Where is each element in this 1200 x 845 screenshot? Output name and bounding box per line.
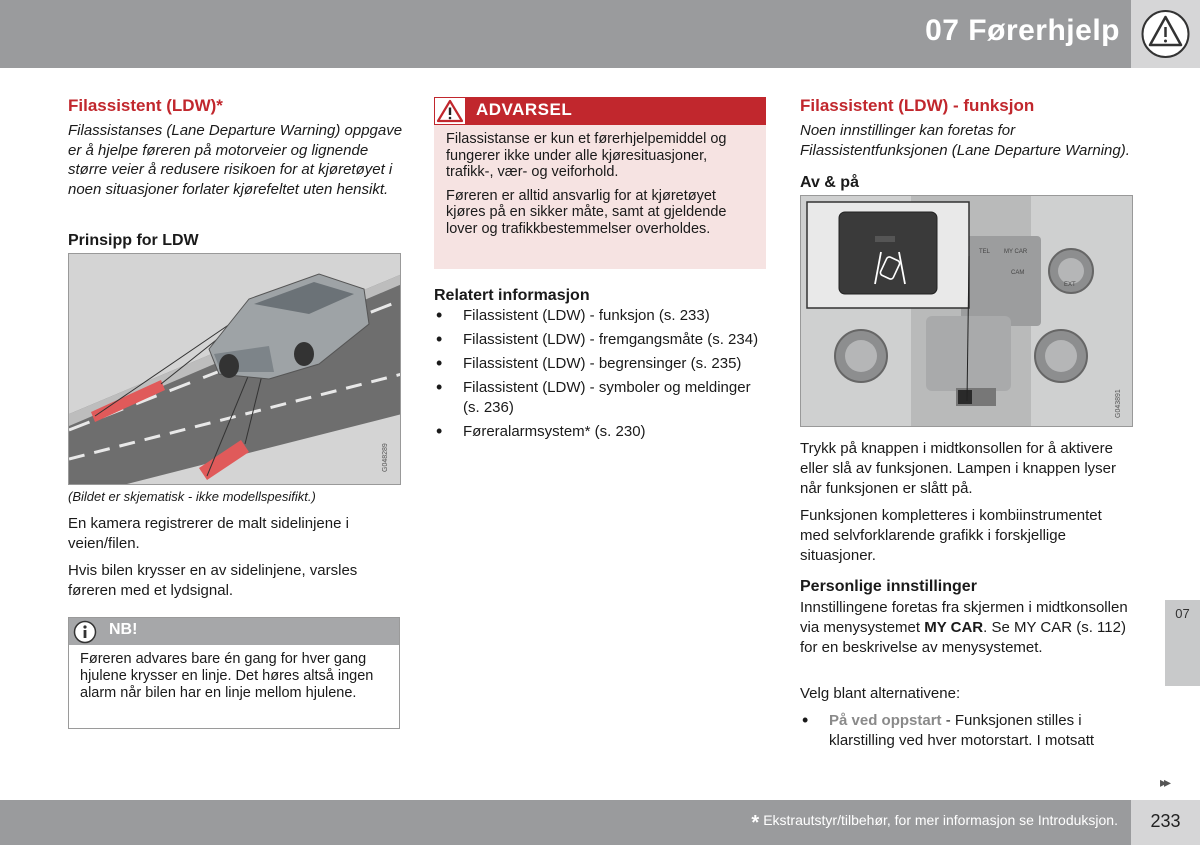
warning-paragraph-2: Føreren er alltid ansvarlig for at kjøretøyet kjøres på en sikker måte, samt at gjeldende lover og trafikkbestemmelser overholdes. (446, 187, 727, 237)
option-name: På ved oppstart (829, 712, 942, 729)
note-text: Føreren advares bare én gang for hver gang hjulene krysser en linje. Det høres altså ingen alarm når bilen har en linje mellom hjulene. (80, 651, 374, 701)
warning-paragraph-1: Filassistanse er kun et førerhjelpemiddel og fungerer ikke under alle kjøresituasjoner, trafikk-, vær- og veiforhold. (446, 131, 727, 180)
related-link-5[interactable]: • Føreralarmsystem* (s. 230) (434, 422, 764, 442)
my-car-term: MY CAR (924, 619, 984, 636)
footer-note-text: Ekstrautstyr/tilbehør, for mer informasjon se Introduksjon. (763, 812, 1118, 828)
related-link-2[interactable]: • Filassistent (LDW) - fremgangsmåte (s. 234) (434, 330, 764, 350)
paragraph-settings (800, 598, 1130, 658)
warning-triangle-icon (435, 98, 465, 124)
warning-text (446, 131, 752, 237)
figure-caption: (Bildet er skjematisk - ikke modellspesifikt.) (68, 489, 316, 504)
console-label-mycar: MY CAR (1004, 249, 1028, 255)
settings-text-c: . Se MY CAR (s. 112) for en beskrivelse av menysystemet. (800, 619, 1126, 656)
subtitle-principle: Prinsipp for LDW (68, 232, 199, 249)
paragraph-choose: Velg blant alternativene: (800, 685, 961, 702)
warning-icon-box (434, 97, 466, 125)
section-title-function: Filassistent (LDW) - funksjon (800, 96, 1035, 115)
page-number: 233 (1131, 800, 1200, 845)
related-link-4[interactable]: • Filassistent (LDW) - symboler og meldinger (s. 236) (434, 378, 764, 417)
chapter-title: 07 Førerhjelp (925, 14, 1120, 47)
related-title: Relatert informasjon (434, 287, 590, 304)
header-icon-box (1131, 0, 1200, 68)
options-list (800, 711, 1115, 755)
footer-note (751, 812, 1118, 835)
option-on-at-start (800, 711, 1115, 750)
paragraph-signal: Hvis bilen krysser en av sidelinjene, varsles føreren med et lydsignal. (68, 562, 358, 599)
figure-code-2: G043891 (1115, 389, 1122, 418)
chapter-side-tab: 07 (1165, 600, 1200, 686)
related-list (434, 306, 764, 446)
settings-text-a: Innstillingene foretas fra skjermen i midtkonsollen via menysystemet (800, 599, 1128, 636)
intro-text: Filassistanses (Lane Departure Warning) oppgave er å hjelpe føreren på motorveier og lignende større veier å redusere risikoen for at kjøretøyet i noen situasjoner forlater kjørefeltet uten hensikt. (68, 122, 403, 198)
console-label-cam: CAM (1011, 270, 1025, 276)
console-label-ext: EXT (1064, 282, 1076, 288)
subtitle-on-off: Av & på (800, 174, 859, 191)
ldw-principle-illustration (68, 253, 401, 485)
warning-label: ADVARSEL (476, 100, 573, 119)
paragraph-camera: En kamera registrerer de malt sidelinjene i veien/filen. (68, 515, 349, 552)
figure-code: G048289 (382, 443, 389, 472)
function-intro: Noen innstillinger kan foretas for Filassistentfunksjonen (Lane Departure Warning). (800, 122, 1130, 159)
related-link-1[interactable]: • Filassistent (LDW) - funksjon (s. 233) (434, 306, 764, 326)
section-title-ldw: Filassistent (LDW)* (68, 96, 223, 115)
continue-arrows: ▸▸ (1160, 774, 1169, 790)
subtitle-personal-settings: Personlige innstillinger (800, 578, 977, 595)
info-icon (73, 620, 97, 644)
note-label: NB! (109, 621, 138, 638)
footer-star: * (751, 812, 760, 834)
related-link-3[interactable]: • Filassistent (LDW) - begrensinger (s. 235) (434, 354, 764, 374)
warning-triangle-icon (1131, 0, 1200, 68)
console-label-tel: TEL (979, 249, 991, 255)
center-console-illustration (800, 195, 1133, 427)
option-description: - Funksjonen stilles i klarstilling ved hver motorstart. I motsatt (829, 712, 1095, 749)
paragraph-press-button: Trykk på knappen i midtkonsollen for å aktivere eller slå av funksjonen. Lampen i knappen lyser når funksjonen er slått på. (800, 440, 1117, 497)
paragraph-complement: Funksjonen kompletteres i kombiinstrumentet med selvforklarende grafikk i forskjellige situasjoner. (800, 507, 1102, 564)
